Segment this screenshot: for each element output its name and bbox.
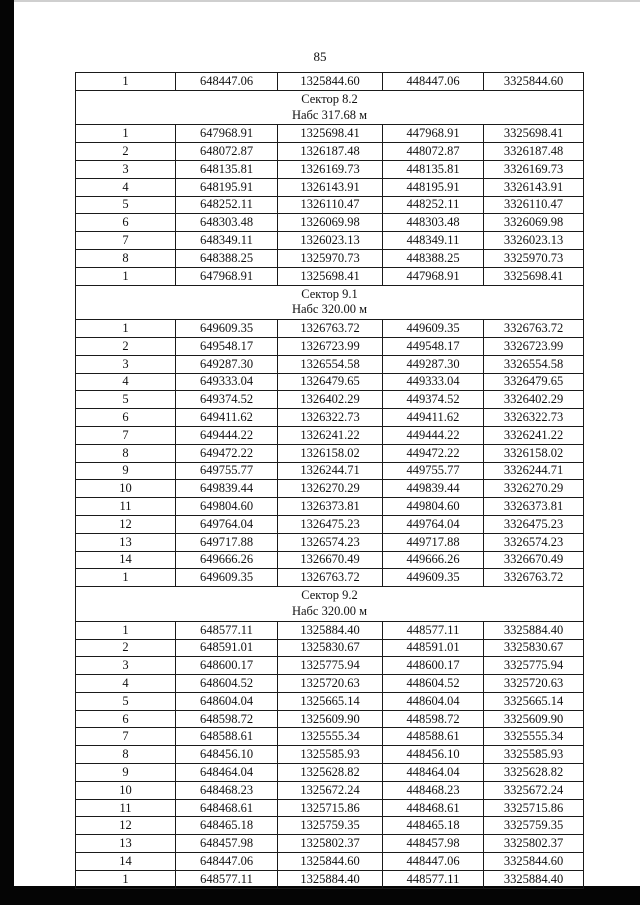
sector-height: Набс 320.00 м	[291, 603, 368, 618]
x-local-cell: 648464.04	[176, 764, 278, 782]
x-msk-cell: 448072.87	[383, 143, 484, 161]
point-number-cell: 14	[76, 853, 176, 871]
x-local-cell: 648349.11	[176, 232, 278, 250]
x-msk-cell: 448447.06	[383, 73, 484, 91]
y-local-cell: 1325970.73	[278, 249, 383, 267]
x-local-cell: 648456.10	[176, 746, 278, 764]
point-number-cell: 10	[76, 781, 176, 799]
scan-border-bottom	[0, 886, 640, 905]
x-local-cell: 648195.91	[176, 178, 278, 196]
x-local-cell: 648135.81	[176, 160, 278, 178]
y-msk-cell: 3326475.23	[484, 515, 584, 533]
y-local-cell: 1326554.58	[278, 355, 383, 373]
y-msk-cell: 3325665.14	[484, 692, 584, 710]
x-local-cell: 649374.52	[176, 391, 278, 409]
x-local-cell: 648457.98	[176, 835, 278, 853]
y-local-cell: 1326475.23	[278, 515, 383, 533]
table-row	[76, 498, 584, 516]
table-row	[76, 391, 584, 409]
y-msk-cell: 3325672.24	[484, 781, 584, 799]
x-local-cell: 648468.61	[176, 799, 278, 817]
x-local-cell: 648577.11	[176, 621, 278, 639]
y-local-cell: 1326069.98	[278, 214, 383, 232]
y-msk-cell: 3325830.67	[484, 639, 584, 657]
y-msk-cell: 3325844.60	[484, 73, 584, 91]
table-row	[76, 214, 584, 232]
x-msk-cell: 448464.04	[383, 764, 484, 782]
y-msk-cell: 3326023.13	[484, 232, 584, 250]
y-local-cell: 1325609.90	[278, 710, 383, 728]
table-row	[76, 373, 584, 391]
point-number-cell: 1	[76, 320, 176, 338]
point-number-cell: 1	[76, 125, 176, 143]
y-msk-cell: 3326069.98	[484, 214, 584, 232]
table-row	[76, 746, 584, 764]
x-msk-cell: 448135.81	[383, 160, 484, 178]
x-local-cell: 648447.06	[176, 853, 278, 871]
y-local-cell: 1326241.22	[278, 426, 383, 444]
x-local-cell: 648447.06	[176, 73, 278, 91]
y-msk-cell: 3325698.41	[484, 125, 584, 143]
x-msk-cell: 447968.91	[383, 267, 484, 285]
sector-header-row	[76, 285, 584, 320]
point-number-cell: 6	[76, 409, 176, 427]
x-msk-cell: 448604.04	[383, 692, 484, 710]
x-msk-cell: 448349.11	[383, 232, 484, 250]
table-row	[76, 337, 584, 355]
table-row	[76, 728, 584, 746]
y-msk-cell: 3325715.86	[484, 799, 584, 817]
point-number-cell: 12	[76, 817, 176, 835]
x-msk-cell: 449411.62	[383, 409, 484, 427]
y-msk-cell: 3325844.60	[484, 853, 584, 871]
y-msk-cell: 3326554.58	[484, 355, 584, 373]
point-number-cell: 14	[76, 551, 176, 569]
table-row	[76, 143, 584, 161]
x-msk-cell: 449839.44	[383, 480, 484, 498]
y-msk-cell: 3325759.35	[484, 817, 584, 835]
point-number-cell: 1	[76, 267, 176, 285]
sector-height: Набс 317.68 м	[291, 107, 368, 122]
y-msk-cell: 3326158.02	[484, 444, 584, 462]
y-msk-cell: 3326270.29	[484, 480, 584, 498]
y-local-cell: 1326169.73	[278, 160, 383, 178]
x-local-cell: 648588.61	[176, 728, 278, 746]
y-local-cell: 1326244.71	[278, 462, 383, 480]
point-number-cell: 7	[76, 728, 176, 746]
y-msk-cell: 3325970.73	[484, 249, 584, 267]
x-local-cell: 648252.11	[176, 196, 278, 214]
table-row	[76, 267, 584, 285]
table-row	[76, 249, 584, 267]
table-row	[76, 462, 584, 480]
coordinates-table-body	[76, 73, 584, 889]
point-number-cell: 9	[76, 462, 176, 480]
table-row	[76, 355, 584, 373]
point-number-cell: 5	[76, 391, 176, 409]
point-number-cell: 4	[76, 373, 176, 391]
y-msk-cell: 3326574.23	[484, 533, 584, 551]
x-local-cell: 648600.17	[176, 657, 278, 675]
sector-header-cell	[76, 90, 584, 125]
y-msk-cell: 3326187.48	[484, 143, 584, 161]
y-msk-cell: 3325698.41	[484, 267, 584, 285]
table-row	[76, 675, 584, 693]
x-local-cell: 649548.17	[176, 337, 278, 355]
point-number-cell: 13	[76, 533, 176, 551]
y-local-cell: 1326402.29	[278, 391, 383, 409]
y-msk-cell: 3325802.37	[484, 835, 584, 853]
x-msk-cell: 449804.60	[383, 498, 484, 516]
y-local-cell: 1326023.13	[278, 232, 383, 250]
y-msk-cell: 3325775.94	[484, 657, 584, 675]
point-number-cell: 2	[76, 639, 176, 657]
x-local-cell: 649444.22	[176, 426, 278, 444]
point-number-cell: 12	[76, 515, 176, 533]
table-row	[76, 639, 584, 657]
y-msk-cell: 3326373.81	[484, 498, 584, 516]
table-row	[76, 533, 584, 551]
y-local-cell: 1325585.93	[278, 746, 383, 764]
y-local-cell: 1326187.48	[278, 143, 383, 161]
x-local-cell: 648604.04	[176, 692, 278, 710]
coordinates-table	[75, 72, 584, 889]
x-msk-cell: 449444.22	[383, 426, 484, 444]
x-msk-cell: 448195.91	[383, 178, 484, 196]
x-local-cell: 648072.87	[176, 143, 278, 161]
point-number-cell: 7	[76, 426, 176, 444]
point-number-cell: 6	[76, 214, 176, 232]
x-msk-cell: 449333.04	[383, 373, 484, 391]
x-msk-cell: 447968.91	[383, 125, 484, 143]
y-local-cell: 1325844.60	[278, 73, 383, 91]
y-local-cell: 1326723.99	[278, 337, 383, 355]
x-local-cell: 649804.60	[176, 498, 278, 516]
x-local-cell: 647968.91	[176, 267, 278, 285]
sector-title: Сектор 9.2	[301, 588, 358, 603]
x-msk-cell: 448591.01	[383, 639, 484, 657]
x-msk-cell: 448457.98	[383, 835, 484, 853]
x-msk-cell: 448252.11	[383, 196, 484, 214]
y-local-cell: 1325628.82	[278, 764, 383, 782]
x-msk-cell: 448468.23	[383, 781, 484, 799]
x-local-cell: 648598.72	[176, 710, 278, 728]
y-msk-cell: 3325884.40	[484, 870, 584, 888]
y-msk-cell: 3325585.93	[484, 746, 584, 764]
y-local-cell: 1326158.02	[278, 444, 383, 462]
x-local-cell: 649609.35	[176, 569, 278, 587]
y-msk-cell: 3325884.40	[484, 621, 584, 639]
sector-title: Сектор 9.1	[301, 286, 358, 301]
y-msk-cell: 3326479.65	[484, 373, 584, 391]
x-msk-cell: 448456.10	[383, 746, 484, 764]
x-msk-cell: 448577.11	[383, 870, 484, 888]
x-local-cell: 649472.22	[176, 444, 278, 462]
y-msk-cell: 3326322.73	[484, 409, 584, 427]
y-local-cell: 1326763.72	[278, 569, 383, 587]
x-msk-cell: 449717.88	[383, 533, 484, 551]
point-number-cell: 5	[76, 196, 176, 214]
scan-border-top	[14, 0, 640, 2]
y-local-cell: 1326670.49	[278, 551, 383, 569]
point-number-cell: 11	[76, 799, 176, 817]
table-row	[76, 799, 584, 817]
x-local-cell: 649287.30	[176, 355, 278, 373]
table-row	[76, 73, 584, 91]
x-msk-cell: 448577.11	[383, 621, 484, 639]
x-local-cell: 648468.23	[176, 781, 278, 799]
y-local-cell: 1325884.40	[278, 621, 383, 639]
table-row	[76, 870, 584, 888]
point-number-cell: 1	[76, 870, 176, 888]
point-number-cell: 8	[76, 746, 176, 764]
x-msk-cell: 449666.26	[383, 551, 484, 569]
point-number-cell: 13	[76, 835, 176, 853]
x-local-cell: 648577.11	[176, 870, 278, 888]
point-number-cell: 7	[76, 232, 176, 250]
x-local-cell: 647968.91	[176, 125, 278, 143]
y-local-cell: 1326574.23	[278, 533, 383, 551]
x-msk-cell: 448598.72	[383, 710, 484, 728]
y-local-cell: 1326322.73	[278, 409, 383, 427]
table-row	[76, 764, 584, 782]
y-local-cell: 1325715.86	[278, 799, 383, 817]
x-msk-cell: 448468.61	[383, 799, 484, 817]
table-row	[76, 480, 584, 498]
table-row	[76, 426, 584, 444]
x-msk-cell: 449374.52	[383, 391, 484, 409]
point-number-cell: 2	[76, 143, 176, 161]
table-row	[76, 692, 584, 710]
table-row	[76, 444, 584, 462]
point-number-cell: 5	[76, 692, 176, 710]
y-local-cell: 1325884.40	[278, 870, 383, 888]
y-msk-cell: 3325609.90	[484, 710, 584, 728]
sector-header-row	[76, 90, 584, 125]
y-msk-cell: 3326169.73	[484, 160, 584, 178]
y-msk-cell: 3326723.99	[484, 337, 584, 355]
y-local-cell: 1325698.41	[278, 125, 383, 143]
y-local-cell: 1325665.14	[278, 692, 383, 710]
table-row	[76, 621, 584, 639]
x-local-cell: 648591.01	[176, 639, 278, 657]
point-number-cell: 3	[76, 657, 176, 675]
x-msk-cell: 448588.61	[383, 728, 484, 746]
x-msk-cell: 449609.35	[383, 320, 484, 338]
table-row	[76, 781, 584, 799]
point-number-cell: 6	[76, 710, 176, 728]
table-row	[76, 853, 584, 871]
x-msk-cell: 448388.25	[383, 249, 484, 267]
x-local-cell: 649333.04	[176, 373, 278, 391]
table-row	[76, 178, 584, 196]
table-row	[76, 835, 584, 853]
table-row	[76, 817, 584, 835]
x-local-cell: 649411.62	[176, 409, 278, 427]
point-number-cell: 11	[76, 498, 176, 516]
x-local-cell: 649764.04	[176, 515, 278, 533]
x-msk-cell: 448465.18	[383, 817, 484, 835]
sector-height: Набс 320.00 м	[291, 302, 368, 317]
y-local-cell: 1325844.60	[278, 853, 383, 871]
x-local-cell: 648604.52	[176, 675, 278, 693]
table-row	[76, 569, 584, 587]
table-row	[76, 710, 584, 728]
table-row	[76, 551, 584, 569]
y-local-cell: 1326373.81	[278, 498, 383, 516]
page-number: 85	[313, 49, 327, 64]
y-msk-cell: 3326110.47	[484, 196, 584, 214]
y-local-cell: 1325775.94	[278, 657, 383, 675]
table-row	[76, 160, 584, 178]
x-msk-cell: 449755.77	[383, 462, 484, 480]
point-number-cell: 1	[76, 569, 176, 587]
sector-header-row	[76, 587, 584, 622]
x-local-cell: 648388.25	[176, 249, 278, 267]
y-msk-cell: 3326402.29	[484, 391, 584, 409]
y-msk-cell: 3325628.82	[484, 764, 584, 782]
scan-border-left	[0, 0, 14, 905]
table-row	[76, 232, 584, 250]
y-msk-cell: 3326763.72	[484, 320, 584, 338]
point-number-cell: 1	[76, 621, 176, 639]
y-local-cell: 1325672.24	[278, 781, 383, 799]
point-number-cell: 9	[76, 764, 176, 782]
x-msk-cell: 449548.17	[383, 337, 484, 355]
y-local-cell: 1326763.72	[278, 320, 383, 338]
table-row	[76, 409, 584, 427]
table-row	[76, 657, 584, 675]
y-local-cell: 1325555.34	[278, 728, 383, 746]
point-number-cell: 3	[76, 355, 176, 373]
sector-header-cell	[76, 587, 584, 622]
table-row	[76, 125, 584, 143]
x-local-cell: 649839.44	[176, 480, 278, 498]
table-row	[76, 320, 584, 338]
y-msk-cell: 3326241.22	[484, 426, 584, 444]
x-msk-cell: 448600.17	[383, 657, 484, 675]
x-msk-cell: 449287.30	[383, 355, 484, 373]
y-msk-cell: 3325555.34	[484, 728, 584, 746]
y-local-cell: 1325698.41	[278, 267, 383, 285]
x-msk-cell: 448447.06	[383, 853, 484, 871]
y-msk-cell: 3326244.71	[484, 462, 584, 480]
point-number-cell: 10	[76, 480, 176, 498]
x-msk-cell: 448303.48	[383, 214, 484, 232]
y-msk-cell: 3325720.63	[484, 675, 584, 693]
y-msk-cell: 3326143.91	[484, 178, 584, 196]
table-row	[76, 196, 584, 214]
sector-header-cell	[76, 285, 584, 320]
point-number-cell: 4	[76, 675, 176, 693]
point-number-cell: 8	[76, 249, 176, 267]
y-local-cell: 1325720.63	[278, 675, 383, 693]
y-local-cell: 1326110.47	[278, 196, 383, 214]
y-msk-cell: 3326670.49	[484, 551, 584, 569]
y-local-cell: 1326143.91	[278, 178, 383, 196]
x-msk-cell: 449764.04	[383, 515, 484, 533]
point-number-cell: 3	[76, 160, 176, 178]
x-msk-cell: 449472.22	[383, 444, 484, 462]
sector-title: Сектор 8.2	[301, 92, 358, 107]
y-local-cell: 1325759.35	[278, 817, 383, 835]
x-local-cell: 648465.18	[176, 817, 278, 835]
y-local-cell: 1326270.29	[278, 480, 383, 498]
y-local-cell: 1325802.37	[278, 835, 383, 853]
x-local-cell: 648303.48	[176, 214, 278, 232]
point-number-cell: 8	[76, 444, 176, 462]
point-number-cell: 2	[76, 337, 176, 355]
x-local-cell: 649755.77	[176, 462, 278, 480]
x-local-cell: 649666.26	[176, 551, 278, 569]
table-row	[76, 515, 584, 533]
y-local-cell: 1325830.67	[278, 639, 383, 657]
x-msk-cell: 449609.35	[383, 569, 484, 587]
y-local-cell: 1326479.65	[278, 373, 383, 391]
x-local-cell: 649717.88	[176, 533, 278, 551]
x-local-cell: 649609.35	[176, 320, 278, 338]
point-number-cell: 1	[76, 73, 176, 91]
point-number-cell: 4	[76, 178, 176, 196]
y-msk-cell: 3326763.72	[484, 569, 584, 587]
x-msk-cell: 448604.52	[383, 675, 484, 693]
